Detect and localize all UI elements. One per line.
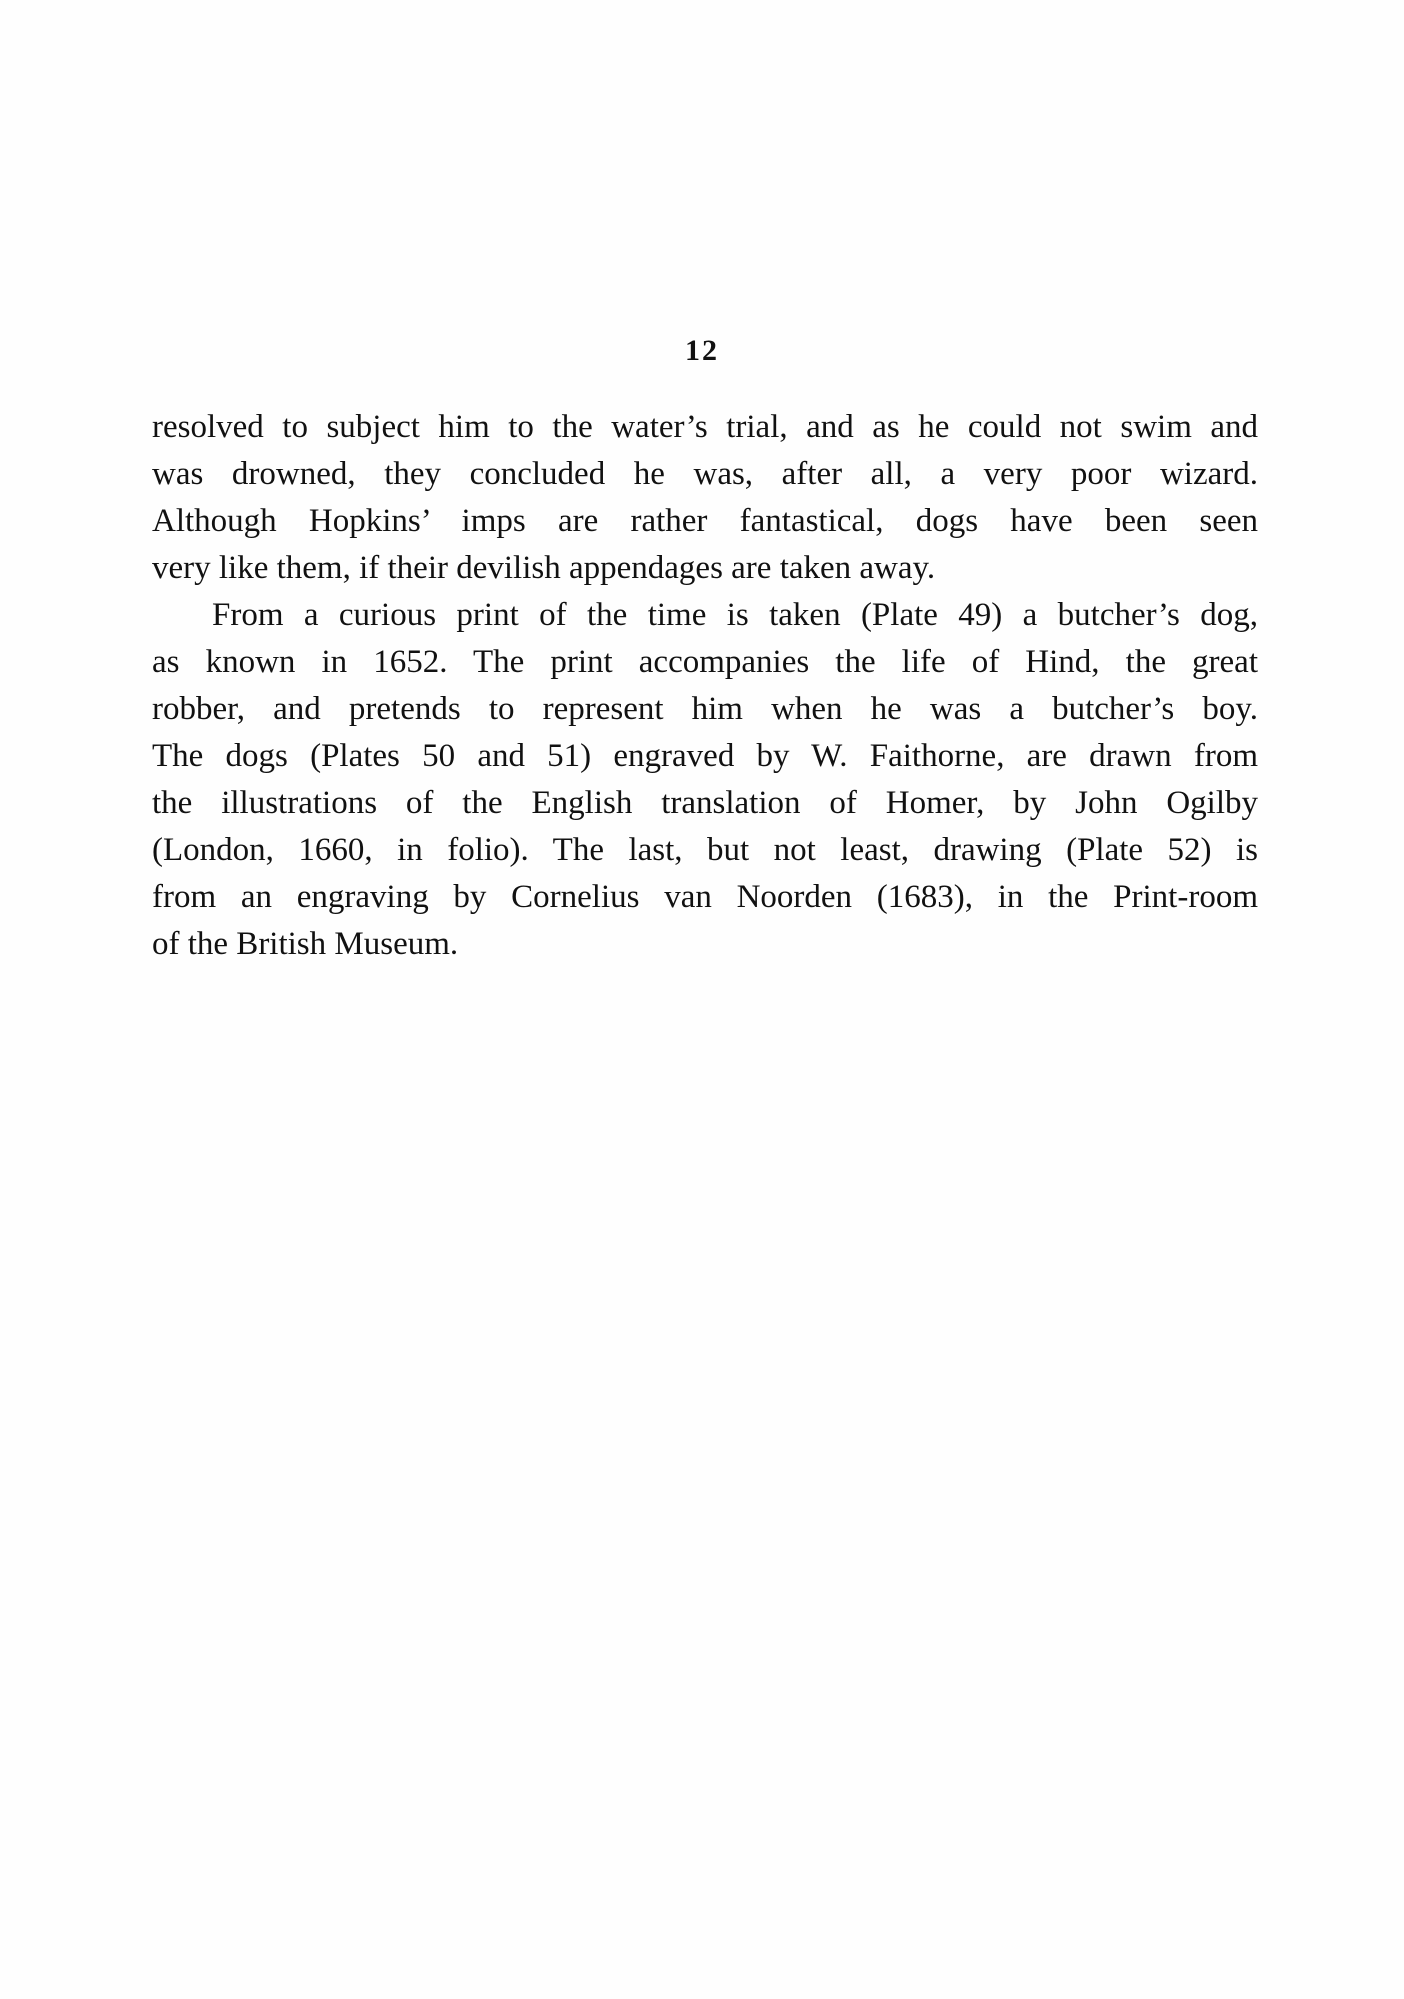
body-text: [152, 404, 1258, 968]
text-line: was drowned, they concluded he was, after all, a very poor wizard.: [152, 456, 1258, 492]
text-line: very like them, if their devilish appendages are taken away.: [152, 550, 936, 586]
text-line: Although Hopkins’ imps are rather fantastical, dogs have been seen: [152, 503, 1258, 539]
text-line: the illustrations of the English translation of Homer, by John Ogilby: [152, 785, 1258, 821]
text-line: The dogs (Plates 50 and 51) engraved by W. Faithorne, are drawn from: [152, 738, 1258, 774]
text-line: from an engraving by Cornelius van Noorden (1683), in the Print-room: [152, 879, 1258, 915]
text-line: as known in 1652. The print accompanies the life of Hind, the great: [152, 644, 1258, 680]
text-line: (London, 1660, in folio). The last, but not least, drawing (Plate 52) is: [152, 832, 1258, 868]
text-line: robber, and pretends to represent him when he was a butcher’s boy.: [152, 691, 1258, 727]
paragraph-first-line: From a curious print of the time is taken (Plate 49) a butcher’s dog,: [212, 597, 1258, 633]
text-line: of the British Museum.: [152, 926, 459, 962]
text-line: resolved to subject him to the water’s trial, and as he could not swim and: [152, 409, 1258, 445]
page-number: 12: [685, 334, 719, 367]
